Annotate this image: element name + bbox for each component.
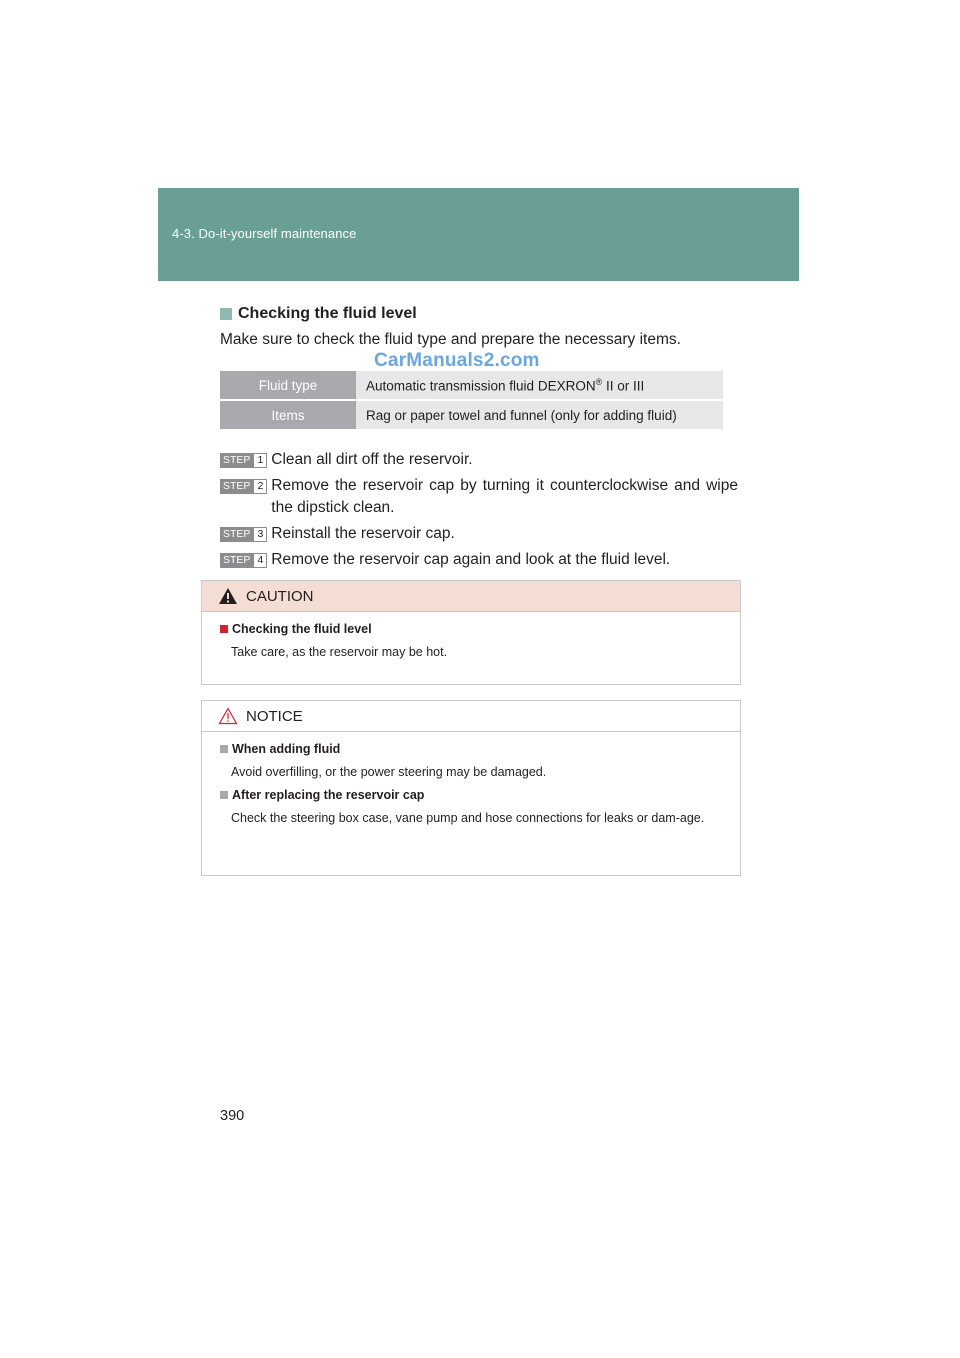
section-heading xyxy=(220,305,417,323)
caution-box xyxy=(201,580,741,685)
caution-title: CAUTION xyxy=(246,587,314,605)
section-header-bar xyxy=(158,188,799,281)
warning-triangle-icon xyxy=(218,587,238,605)
step-badge: STEP 3 xyxy=(220,527,267,542)
spec-key: Fluid type xyxy=(220,371,356,399)
notice-item-text: Avoid overfilling, or the power steering may be damaged. xyxy=(231,765,547,779)
step-item xyxy=(220,475,738,519)
section-heading-text: Checking the fluid level xyxy=(238,305,417,322)
page-number: 390 xyxy=(220,1108,245,1124)
table-row xyxy=(220,401,723,429)
notice-title: NOTICE xyxy=(246,707,303,725)
step-badge: STEP 2 xyxy=(220,479,267,494)
square-bullet-icon xyxy=(220,745,228,753)
notice-item-heading: After replacing the reservoir cap xyxy=(220,788,722,802)
step-item xyxy=(220,449,738,471)
notice-header xyxy=(202,701,740,732)
step-item xyxy=(220,523,738,545)
step-text: Remove the reservoir cap again and look at the fluid level. xyxy=(271,551,671,568)
spec-key: Items xyxy=(220,401,356,429)
intro-text: Make sure to check the fluid type and prepare the necessary items. xyxy=(220,331,681,348)
step-text: Remove the reservoir cap by turning it counterclockwise and wipe the dipstick clean. xyxy=(271,477,738,516)
notice-item-text: Check the steering box case, vane pump and hose connections for leaks or dam-age. xyxy=(231,811,705,825)
spec-table xyxy=(220,369,723,431)
square-bullet-icon xyxy=(220,625,228,633)
caution-item-heading: Checking the fluid level xyxy=(220,622,722,636)
section-title: 4-3. Do-it-yourself maintenance xyxy=(172,226,357,241)
spec-value: Rag or paper towel and funnel (only for adding fluid) xyxy=(356,401,723,429)
caution-header xyxy=(202,581,740,612)
caution-body xyxy=(202,612,740,682)
watermark-text: CarManuals2.com xyxy=(374,350,540,371)
notice-box xyxy=(201,700,741,876)
caution-item-text: Take care, as the reservoir may be hot. xyxy=(231,645,448,659)
table-row xyxy=(220,371,723,399)
notice-body xyxy=(202,732,740,848)
square-bullet-icon xyxy=(220,791,228,799)
warning-triangle-icon xyxy=(218,707,238,725)
notice-item-heading: When adding fluid xyxy=(220,742,722,756)
spec-value: Automatic transmission fluid DEXRON® II or III xyxy=(356,371,723,399)
step-item xyxy=(220,549,738,571)
square-bullet-icon xyxy=(220,308,232,320)
step-badge: STEP 4 xyxy=(220,553,267,568)
step-badge: STEP 1 xyxy=(220,453,267,468)
step-text: Reinstall the reservoir cap. xyxy=(271,525,455,542)
step-text: Clean all dirt off the reservoir. xyxy=(271,451,473,468)
